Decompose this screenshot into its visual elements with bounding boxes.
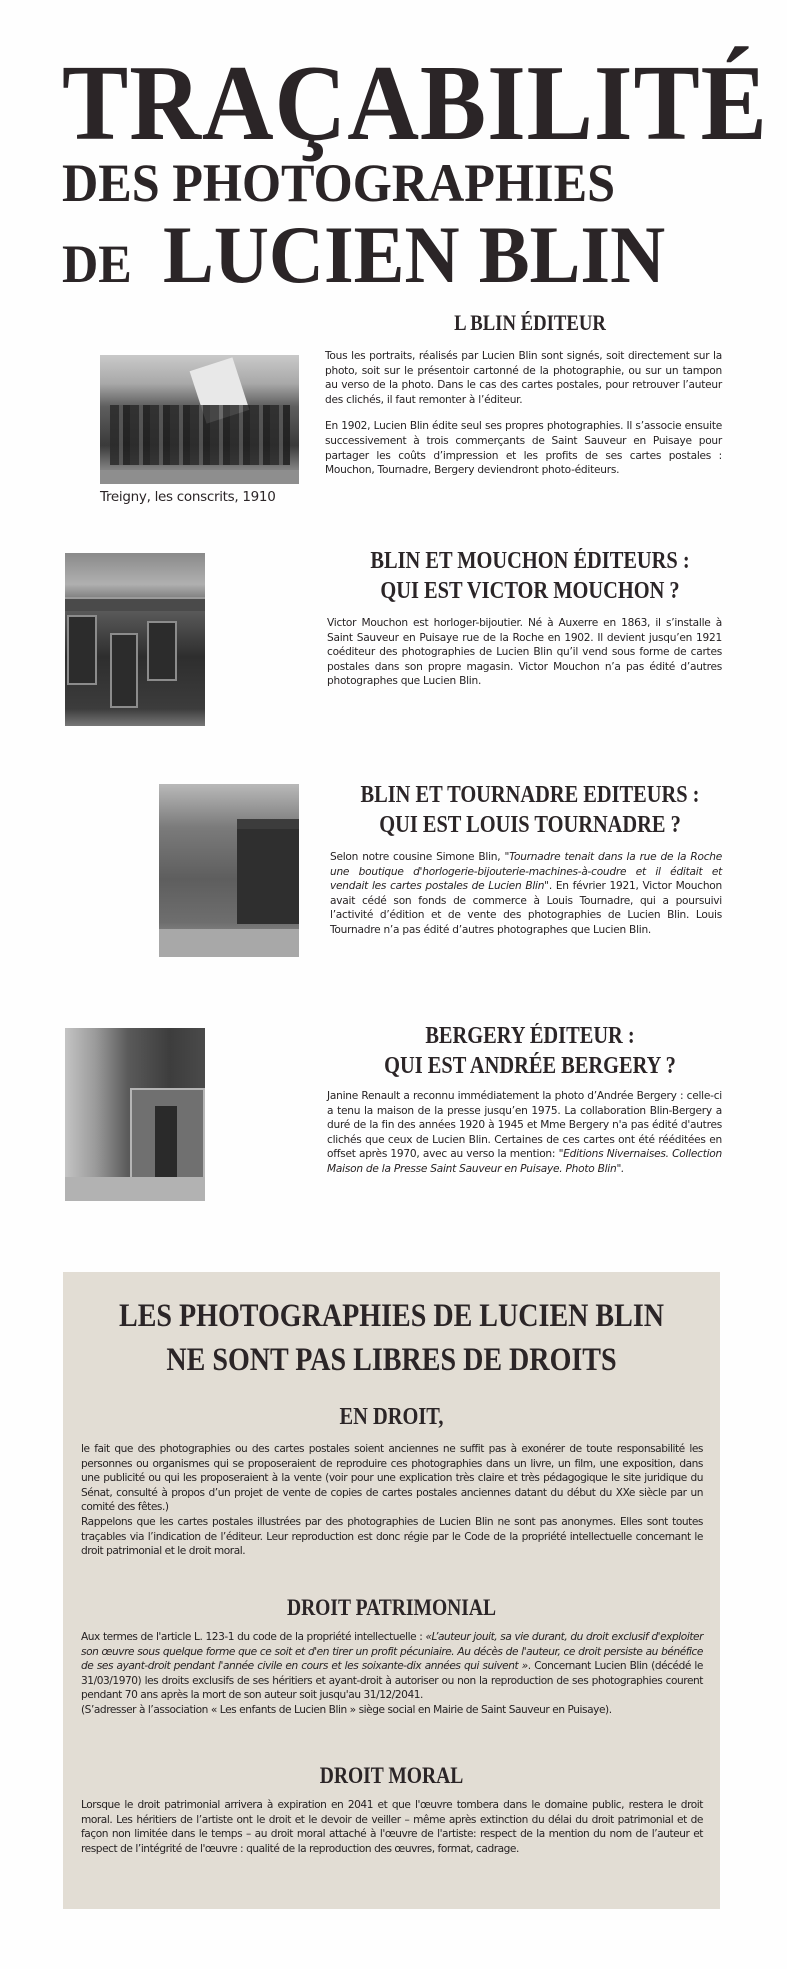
main-title-de: DE xyxy=(62,234,132,294)
text-rest: . Concernant Lucien Blin (décédé le 31/03/1970) les droits exclusifs de ses héritiers et ayant-droit à autoriser ou non la reproduction de ses photographies courent pendant 70 ans après la mort de son auteur soit jusqu'au 31/12/2041. xyxy=(81,1660,703,1702)
paragraph-contact: (S’adresser à l’association « Les enfants de Lucien Blin » siège social en Mairie de Saint Sauveur en Puisaye). xyxy=(81,1703,612,1716)
text-intro: Aux termes de l'article L. 123-1 du code de la propriété intellectuelle : xyxy=(81,1631,426,1643)
en-droit-body xyxy=(81,1442,703,1559)
text-quote: "Editions Nivernaises. Collection Maison de la Presse Saint Sauveur en Puisaye. Photo Blin". xyxy=(327,1148,723,1175)
droit-moral-body: Lorsque le droit patrimonial arrivera à expiration en 2041 et que l'œuvre tombera dans le domaine public, restera le droit moral. Les héritiers de l’artiste ont le droit et le devoir de veiller – même après extinction du délai du droit patrimonial et de façon non limitée dans le temps – au droit moral attaché à l'œuvre de l'artiste: respect de la mention du nom de l’auteur et respect de l’intégrité de l'œuvre : qualité de la reproduction des œuvres, format, cadrage. xyxy=(81,1799,703,1855)
droit-patrimonial-body xyxy=(81,1630,703,1718)
door-detail xyxy=(155,1106,177,1188)
text-main: Janine Renault a reconnu immédiatement la photo d’Andrée Bergery : celle-ci a tenu la maison de la presse jusqu’en 1975. La collaboration Blin-Bergery a duré de la fin des années 1920 à 1945 et Mme Bergery n'a pas édité d'autres clichés que ceux de Lucien Blin. Certaines de ces cartes ont été rééditées en offset après 1970, avec au verso la mention: xyxy=(327,1090,722,1161)
section-heading-bergery xyxy=(352,1021,709,1081)
photo-mouchon-shop xyxy=(65,553,205,726)
photo-bergery-press-house xyxy=(65,1028,205,1201)
paragraph: le fait que des photographies ou des cartes postales soient anciennes ne suffit pas à exonérer de toute responsabilité les personnes ou organismes qui se proposeraient de reproduire ces photographies dans un livre, un film, une exposition, dans une publicité ou qui les proposeraient à la vente (voir pour une explication très claire et très pédagogique le site juridique du Sénat, consulté à propos d’un projet de vente de copies de cartes postales anciennes datant du début du XXe siècle par un comité des fêtes.) xyxy=(81,1443,703,1514)
droit-patrimonial-heading: DROIT PATRIMONIAL xyxy=(286,1595,497,1620)
photo-ground-detail xyxy=(100,470,299,484)
heading-line: QUI EST VICTOR MOUCHON ? xyxy=(380,578,680,604)
en-droit-heading: EN DROIT, xyxy=(339,1404,444,1430)
shopfront-detail xyxy=(237,819,299,924)
heading-line: BERGERY ÉDITEUR : xyxy=(425,1023,635,1049)
text-quote: "Tournadre tenait dans la rue de la Roche une boutique d'horlogerie-bijouterie-machines-à-coudre et il éditait et vendait les cartes postales de Lucien Blin" xyxy=(330,851,723,893)
shop-sign-detail xyxy=(65,597,205,611)
rights-main-heading xyxy=(112,1294,670,1382)
main-title-line-1: TRAÇABILITÉ xyxy=(62,44,768,163)
heading-line: BLIN ET TOURNADRE EDITEURS : xyxy=(360,782,700,808)
section-body-bergery xyxy=(327,1089,722,1177)
paragraph: Tous les portraits, réalisés par Lucien Blin sont signés, soit directement sur la photo, soit sur le présentoir cartonné de la photographie, ou sur un tampon au verso de la photo. Dans le cas des cartes postales, pour retrouver l’auteur des clichés, il faut remonter à l’éditeur. xyxy=(325,350,722,406)
main-title-line-2: DES PHOTOGRAPHIES xyxy=(62,153,616,213)
shop-window-detail xyxy=(67,615,97,685)
heading-line: QUI EST ANDRÉE BERGERY ? xyxy=(384,1053,676,1079)
section-heading-mouchon xyxy=(352,546,709,606)
main-title-name: LUCIEN BLIN xyxy=(163,209,666,300)
shop-window-detail xyxy=(147,621,177,681)
text-intro: Selon notre cousine Simone Blin, xyxy=(330,851,505,863)
section-body-mouchon: Victor Mouchon est horloger-bijoutier. Né à Auxerre en 1863, il s’installe à Saint Sauveur en Puisaye rue de la Roche en 1902. Il devient jusqu’en 1921 coéditeur des photographies de Lucien Blin qu’il vend sous forme de cartes postales dans son propre magasin. Victor Mouchon n’a pas édité d’autres photographes que Lucien Blin. xyxy=(327,617,722,688)
section-heading-tournadre xyxy=(352,780,709,840)
section-body-tournadre xyxy=(330,850,722,938)
paragraph: En 1902, Lucien Blin édite seul ses propres photographies. Il s’associe ensuite successivement à trois commerçants de Saint Sauveur en Puisaye pour partager les coûts d’impression et les profits de ses cartes postales : Mouchon, Tournadre, Bergery deviendront photo-éditeurs. xyxy=(325,420,722,477)
main-title-line-3 xyxy=(62,209,727,304)
text-quote: «L’auteur jouit, sa vie durant, du droit exclusif d'exploiter son œuvre sous quelque forme que ce soit et d'en tirer un profit pécuniaire. Au décès de l'auteur, ce droit persiste au bénéfice de ses ayant-droit pendant l'année civile en cours et les soixante-dix années qui suivent » xyxy=(81,1631,703,1673)
heading-line: QUI EST LOUIS TOURNADRE ? xyxy=(379,812,681,838)
rights-panel xyxy=(63,1272,720,1909)
heading-line: NE SONT PAS LIBRES DE DROITS xyxy=(166,1342,617,1378)
section-heading-blin-editeur: L BLIN ÉDITEUR xyxy=(454,310,606,335)
droit-moral-heading: DROIT MORAL xyxy=(319,1763,464,1788)
text-rest: . En février 1921, Victor Mouchon avait cédé son fonds de commerce à Louis Tournadre, qui a poursuivi l’activité d’édition et de vente des photographies de Lucien Blin. Louis Tournadre n’a pas édité d’autres photographes que Lucien Blin. xyxy=(330,880,722,936)
photo-caption: Treigny, les conscrits, 1910 xyxy=(100,489,276,505)
paragraph: Rappelons que les cartes postales illustrées par des photographies de Lucien Blin ne sont pas anonymes. Elles sont toutes traçables via l’indication de l’éditeur. Leur reproduction est donc régie par le Code de la propriété intellectuelle concernant le droit patrimonial et le droit moral. xyxy=(81,1515,703,1558)
shop-door-detail xyxy=(110,633,138,708)
road-detail xyxy=(159,929,299,957)
section-body-blin-editeur xyxy=(325,349,722,478)
photo-crowd-detail xyxy=(110,405,290,465)
photo-tournadre-street xyxy=(159,784,299,957)
sidewalk-detail xyxy=(65,1177,205,1201)
paragraph xyxy=(81,1630,703,1703)
heading-line: LES PHOTOGRAPHIES DE LUCIEN BLIN xyxy=(118,1298,665,1334)
heading-line: BLIN ET MOUCHON ÉDITEURS : xyxy=(370,548,690,574)
photo-treigny-conscrits xyxy=(100,355,299,484)
